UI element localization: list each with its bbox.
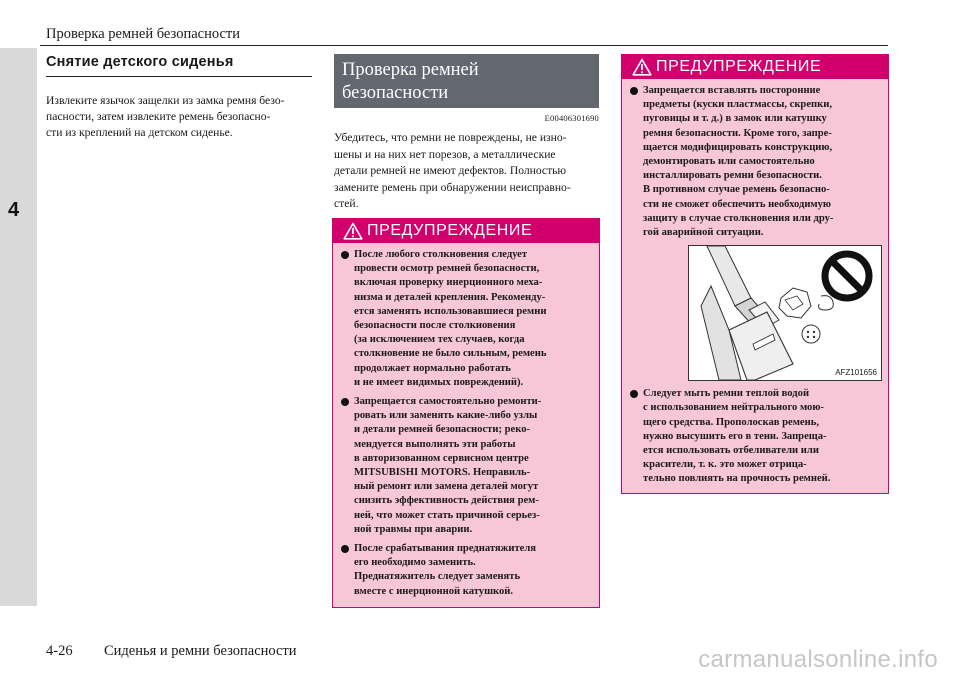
watermark-text: carmanualsonline.info: [698, 646, 938, 673]
section-heading: Снятие детского сиденья: [46, 54, 234, 70]
chapter-number: 4: [8, 199, 20, 221]
warning-item-text: Запрещается самостоятельно ремонти- ровать или заменять какие-либо узлы и детали ремней безопасности; реко- мендуется выполнять эти работы в авторизованном сервисном центре MITSUBISHI MOTORS. Неправиль- ный ремонт или замена деталей могут снизить эффективность действия рем- ней, что может стать причиной серьез- ной травмы при аварии.: [354, 396, 542, 535]
header-divider: [40, 45, 888, 46]
warning-item: [341, 395, 593, 537]
seatbelt-illustration: [688, 245, 882, 381]
warning-item-text: Следует мыть ремни теплой водой с использованием нейтрального мою- щего средства. Прополоскав ремень, нужно высушить его в тени. Запреща- ется использовать отбеливатели или красители, т. к. это может отрица- тельно повлиять на прочность ремней.: [643, 388, 831, 485]
figure-code: AFZ101656: [835, 368, 877, 378]
bullet-dot-icon: [341, 545, 349, 553]
warning-item-text: После любого столкновения следует провести осмотр ремней безопасности, включая проверку инерционного меха- низма и деталей крепления. Рекоменду- ется заменять использовавшиеся ремни безопасности после столкновения (за исключением тех случаев, когда столкновение не было сильным, ремень продолжает нормально работать и не имеет видимых повреждений).: [354, 249, 547, 388]
bullet-dot-icon: [341, 398, 349, 406]
warning-label: ПРЕДУПРЕЖДЕНИЕ: [656, 58, 822, 75]
warning-item: [630, 387, 882, 486]
warning-box-1: [332, 218, 600, 608]
warning-item: [341, 542, 593, 599]
chapter-side-tab: [0, 48, 37, 606]
warning-label: ПРЕДУПРЕЖДЕНИЕ: [367, 222, 533, 239]
prohibition-icon: [825, 254, 869, 298]
footer-chapter-title: Сиденья и ремни безопасности: [104, 643, 297, 659]
section-body-text-2: Убедитесь, что ремни не повреждены, не изно- шены и на них нет порезов, а металлические детали ремней не имеют дефектов. Полностью замените ремень при обнаружении неисправно- стей.: [334, 131, 571, 210]
footer-page-number: 4-26: [46, 643, 73, 659]
page-header-title: Проверка ремней безопасности: [46, 26, 240, 42]
warning-box-2: [621, 54, 889, 494]
seatbelt-buckle-figure: [689, 246, 881, 380]
section-code: E00406301690: [544, 113, 599, 123]
bullet-dot-icon: [630, 87, 638, 95]
bullet-dot-icon: [630, 390, 638, 398]
warning-item-text: После срабатывания преднатяжителя его необходимо заменить. Преднатяжитель следует заменять вместе с инерционной катушкой.: [354, 543, 537, 597]
warning-triangle-icon: [632, 58, 652, 76]
warning-item: [341, 248, 593, 390]
warning-triangle-icon: [343, 222, 363, 240]
warning-item: [630, 84, 882, 240]
section-heading-rule: [46, 76, 312, 77]
section-body-text: Извлеките язычок защелки из замка ремня безо- пасности, затем извлеките ремень безопасно- сти из креплений на детском сиденье.: [46, 94, 285, 139]
warning-item-text: Запрещается вставлять посторонние предметы (куски пластмассы, скрепки, пуговицы и т. д.) в замок или катушку ремня безопасности. Кроме того, запре- щается модифицировать конструкцию, демонтировать или самостоятельно инсталлировать ремни безопасности. В противном случае ремень безопасно- сти не сможет обеспечить необходимую защиту в случае столкновения или дру- гой аварийной ситуации.: [643, 85, 834, 239]
warning-header: [622, 55, 888, 79]
bullet-dot-icon: [341, 251, 349, 259]
section-title-box: Проверка ремней безопасности: [334, 54, 599, 108]
warning-header: [333, 219, 599, 243]
